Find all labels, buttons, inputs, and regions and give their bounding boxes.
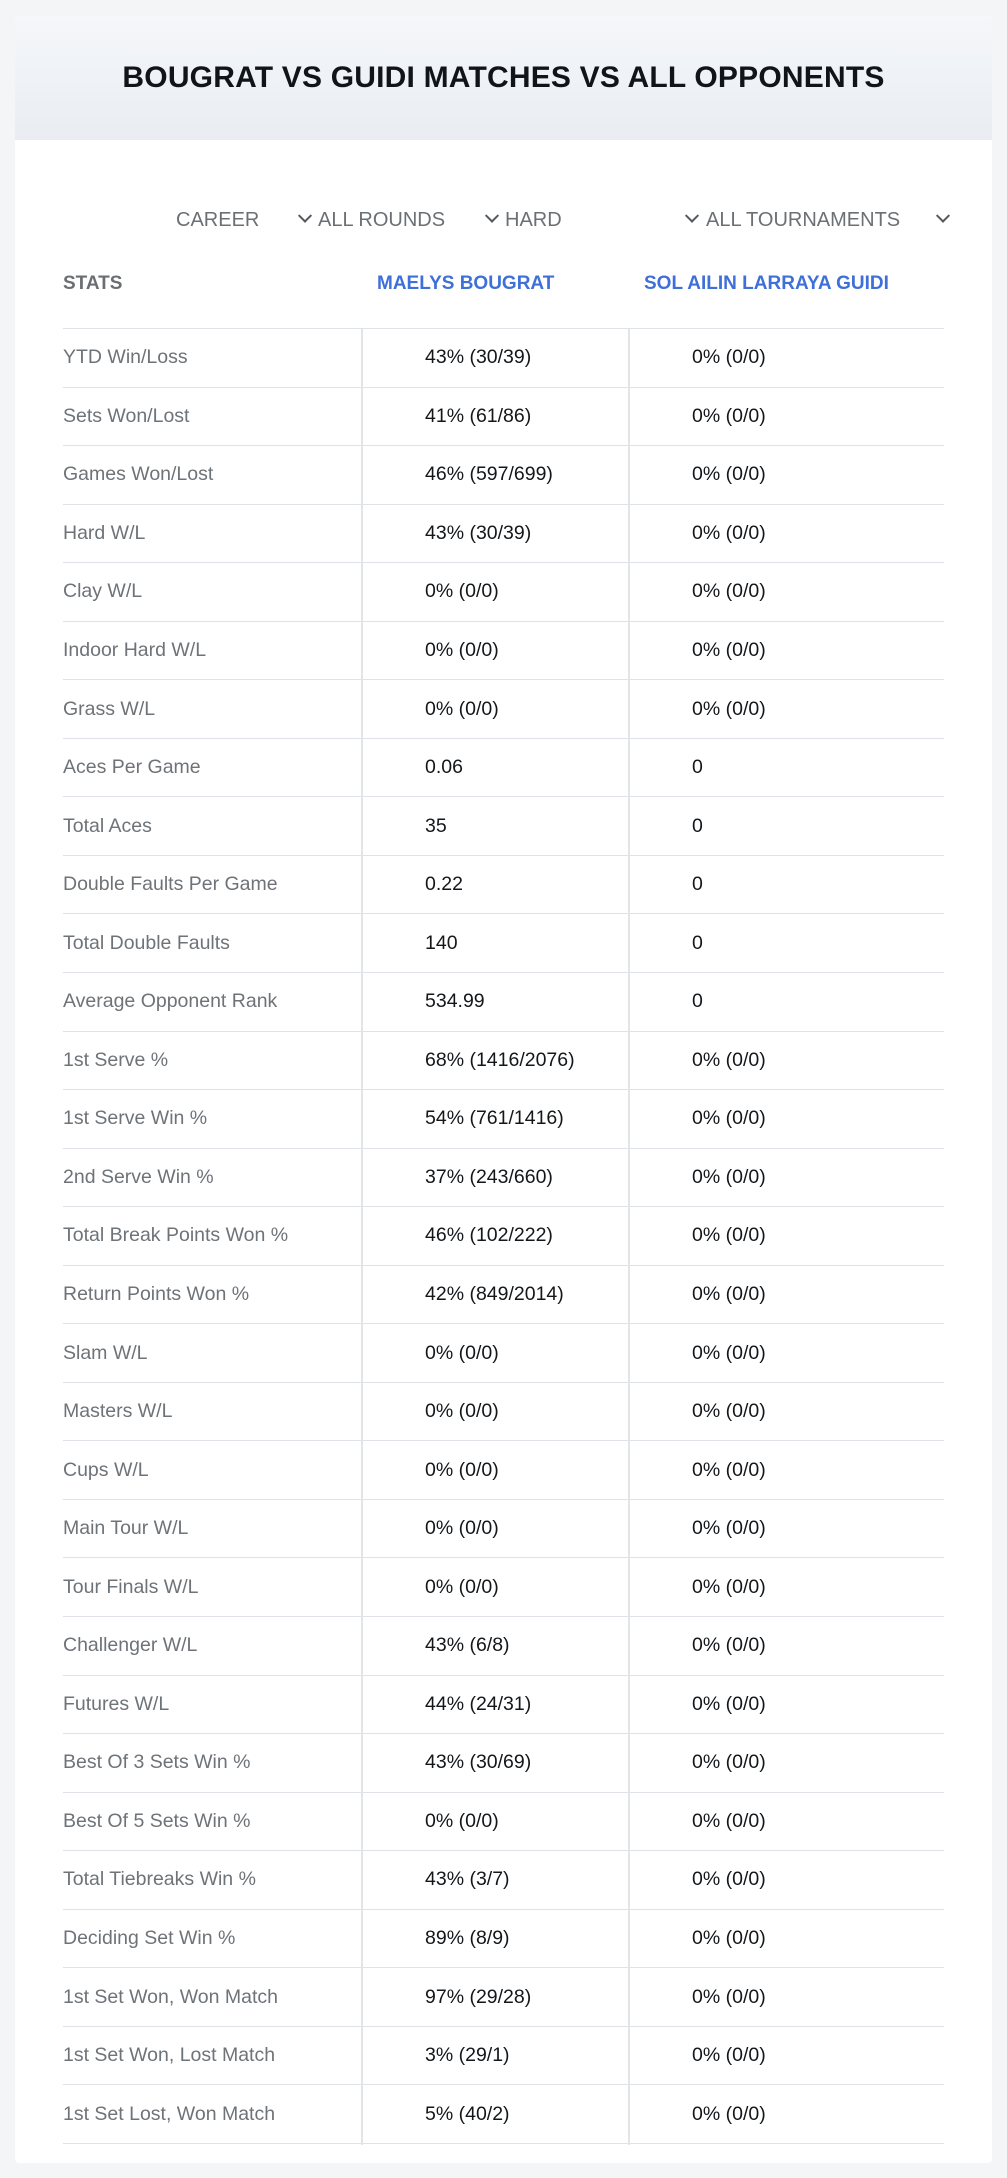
table-row <box>63 505 944 564</box>
table-row <box>63 446 944 505</box>
player2-value: 0 <box>692 990 703 1013</box>
player1-value: 37% (243/660) <box>425 1165 553 1188</box>
player1-value: 43% (3/7) <box>425 1868 510 1891</box>
player2-value: 0% (0/0) <box>692 1868 766 1891</box>
row-label: 1st Serve Win % <box>63 1107 208 1130</box>
player2-value: 0% (0/0) <box>692 1634 766 1657</box>
row-label: Challenger W/L <box>63 1634 198 1657</box>
player1-value: 43% (30/39) <box>425 521 532 544</box>
player1-value: 0.22 <box>425 873 463 896</box>
table-row <box>63 329 944 388</box>
player2-value: 0% (0/0) <box>692 1341 766 1364</box>
player2-value: 0% (0/0) <box>692 1809 766 1832</box>
table-row <box>63 1207 944 1266</box>
player2-value: 0% (0/0) <box>692 2102 766 2125</box>
chevron-down-icon <box>485 209 499 223</box>
row-label: Tour Finals W/L <box>63 1575 199 1598</box>
player1-value: 0% (0/0) <box>425 1575 499 1598</box>
table-row <box>63 1734 944 1793</box>
tournament-select[interactable] <box>706 192 952 248</box>
tournament-select-value: ALL TOURNAMENTS <box>706 208 901 231</box>
table-row <box>63 680 944 739</box>
table-row <box>63 563 944 622</box>
player2-value: 0% (0/0) <box>692 1692 766 1715</box>
column-header-player1[interactable]: MAELYS BOUGRAT <box>377 273 555 294</box>
player1-value: 0% (0/0) <box>425 1517 499 1540</box>
row-label: Sets Won/Lost <box>63 404 190 427</box>
table-row <box>63 2027 944 2086</box>
player1-value: 0% (0/0) <box>425 697 499 720</box>
round-select-value: ALL ROUNDS <box>318 208 446 231</box>
player2-value: 0% (0/0) <box>692 1400 766 1423</box>
row-label: Hard W/L <box>63 521 146 544</box>
player1-value: 89% (8/9) <box>425 1927 510 1950</box>
row-label: Total Break Points Won % <box>63 1224 289 1247</box>
surface-select-value: HARD <box>505 208 562 231</box>
table-row <box>63 388 944 447</box>
table-row <box>63 1032 944 1091</box>
row-label: YTD Win/Loss <box>63 346 188 369</box>
row-label: Grass W/L <box>63 697 156 720</box>
stats-table <box>63 256 944 2144</box>
row-label: Main Tour W/L <box>63 1517 189 1540</box>
table-row <box>63 2085 944 2144</box>
player1-value: 44% (24/31) <box>425 1692 532 1715</box>
player1-value: 534.99 <box>425 990 485 1013</box>
column-divider <box>361 329 363 2145</box>
page-title: BOUGRAT VS GUIDI MATCHES VS ALL OPPONENTS <box>122 61 885 94</box>
round-select[interactable] <box>318 192 501 248</box>
player1-value: 0% (0/0) <box>425 1341 499 1364</box>
player2-value: 0 <box>692 931 703 954</box>
player1-value: 0% (0/0) <box>425 580 499 603</box>
player1-value: 0% (0/0) <box>425 1458 499 1481</box>
player2-value: 0% (0/0) <box>692 463 766 486</box>
player1-value: 43% (30/69) <box>425 1751 532 1774</box>
table-row <box>63 622 944 681</box>
table-row <box>63 739 944 798</box>
row-label: Best Of 3 Sets Win % <box>63 1751 251 1774</box>
period-select[interactable] <box>176 192 314 248</box>
chevron-down-icon <box>298 209 312 223</box>
player2-value: 0% (0/0) <box>692 2044 766 2067</box>
player2-value: 0% (0/0) <box>692 1165 766 1188</box>
row-label: Total Aces <box>63 814 152 837</box>
table-row <box>63 856 944 915</box>
row-label: 2nd Serve Win % <box>63 1165 214 1188</box>
table-body <box>63 329 944 2144</box>
table-row <box>63 797 944 856</box>
player1-value: 35 <box>425 814 447 837</box>
player2-value: 0% (0/0) <box>692 404 766 427</box>
row-label: Masters W/L <box>63 1400 173 1423</box>
surface-select[interactable] <box>505 192 701 248</box>
row-label: 1st Serve % <box>63 1048 169 1071</box>
player2-value: 0% (0/0) <box>692 521 766 544</box>
stats-card <box>15 16 992 2163</box>
table-row <box>63 1383 944 1442</box>
column-divider <box>628 329 630 2145</box>
table-row <box>63 1324 944 1383</box>
player1-value: 5% (40/2) <box>425 2102 510 2125</box>
table-header <box>63 256 944 329</box>
row-label: Futures W/L <box>63 1692 170 1715</box>
chevron-down-icon <box>936 209 950 223</box>
row-label: Aces Per Game <box>63 756 201 779</box>
player2-value: 0% (0/0) <box>692 1927 766 1950</box>
column-header-stats: STATS <box>63 273 123 294</box>
table-row <box>63 1149 944 1208</box>
player2-value: 0 <box>692 814 703 837</box>
row-label: 1st Set Lost, Won Match <box>63 2102 276 2125</box>
row-label: Cups W/L <box>63 1458 149 1481</box>
table-row <box>63 1793 944 1852</box>
row-label: Return Points Won % <box>63 1283 250 1306</box>
row-label: Best Of 5 Sets Win % <box>63 1809 251 1832</box>
player2-value: 0% (0/0) <box>692 1458 766 1481</box>
player1-value: 46% (597/699) <box>425 463 553 486</box>
row-label: Games Won/Lost <box>63 463 214 486</box>
column-header-player2[interactable]: SOL AILIN LARRAYA GUIDI <box>644 273 889 294</box>
row-label: Average Opponent Rank <box>63 990 278 1013</box>
card-header <box>15 16 992 140</box>
filter-bar <box>15 192 992 248</box>
player2-value: 0% (0/0) <box>692 580 766 603</box>
table-row <box>63 914 944 973</box>
player1-value: 46% (102/222) <box>425 1224 553 1247</box>
player2-value: 0% (0/0) <box>692 697 766 720</box>
table-row <box>63 1266 944 1325</box>
row-label: Slam W/L <box>63 1341 148 1364</box>
player2-value: 0% (0/0) <box>692 1224 766 1247</box>
row-label: Clay W/L <box>63 580 143 603</box>
player2-value: 0% (0/0) <box>692 1107 766 1130</box>
player2-value: 0% (0/0) <box>692 1517 766 1540</box>
row-label: Total Double Faults <box>63 931 230 954</box>
row-label: Double Faults Per Game <box>63 873 278 896</box>
row-label: 1st Set Won, Won Match <box>63 1985 278 2008</box>
table-row <box>63 1558 944 1617</box>
player2-value: 0% (0/0) <box>692 1048 766 1071</box>
period-select-value: CAREER <box>176 208 260 231</box>
player2-value: 0% (0/0) <box>692 1283 766 1306</box>
player1-value: 0% (0/0) <box>425 1400 499 1423</box>
chevron-down-icon <box>685 209 699 223</box>
player1-value: 42% (849/2014) <box>425 1283 564 1306</box>
player1-value: 0% (0/0) <box>425 639 499 661</box>
row-label: Total Tiebreaks Win % <box>63 1868 256 1891</box>
table-row <box>63 1500 944 1559</box>
player1-value: 3% (29/1) <box>425 2044 510 2067</box>
player1-value: 140 <box>425 931 458 954</box>
player1-value: 0% (0/0) <box>425 1809 499 1832</box>
player1-value: 54% (761/1416) <box>425 1107 564 1130</box>
player1-value: 41% (61/86) <box>425 404 532 427</box>
row-label: Indoor Hard W/L <box>63 639 207 661</box>
table-row <box>63 1090 944 1149</box>
player1-value: 68% (1416/2076) <box>425 1048 575 1071</box>
row-label: Deciding Set Win % <box>63 1927 236 1950</box>
table-row <box>63 1910 944 1969</box>
player2-value: 0% (0/0) <box>692 1751 766 1774</box>
table-row <box>63 1617 944 1676</box>
table-row <box>63 1968 944 2027</box>
player2-value: 0 <box>692 873 703 896</box>
row-label: 1st Set Won, Lost Match <box>63 2044 276 2067</box>
table-row <box>63 973 944 1032</box>
player2-value: 0% (0/0) <box>692 346 766 369</box>
player2-value: 0% (0/0) <box>692 1985 766 2008</box>
table-row <box>63 1441 944 1500</box>
player1-value: 97% (29/28) <box>425 1985 532 2008</box>
player1-value: 0.06 <box>425 756 463 779</box>
player1-value: 43% (30/39) <box>425 346 532 369</box>
player1-value: 43% (6/8) <box>425 1634 510 1657</box>
table-row <box>63 1851 944 1910</box>
player2-value: 0 <box>692 756 703 779</box>
player2-value: 0% (0/0) <box>692 1575 766 1598</box>
table-row <box>63 1676 944 1735</box>
player2-value: 0% (0/0) <box>692 639 766 661</box>
